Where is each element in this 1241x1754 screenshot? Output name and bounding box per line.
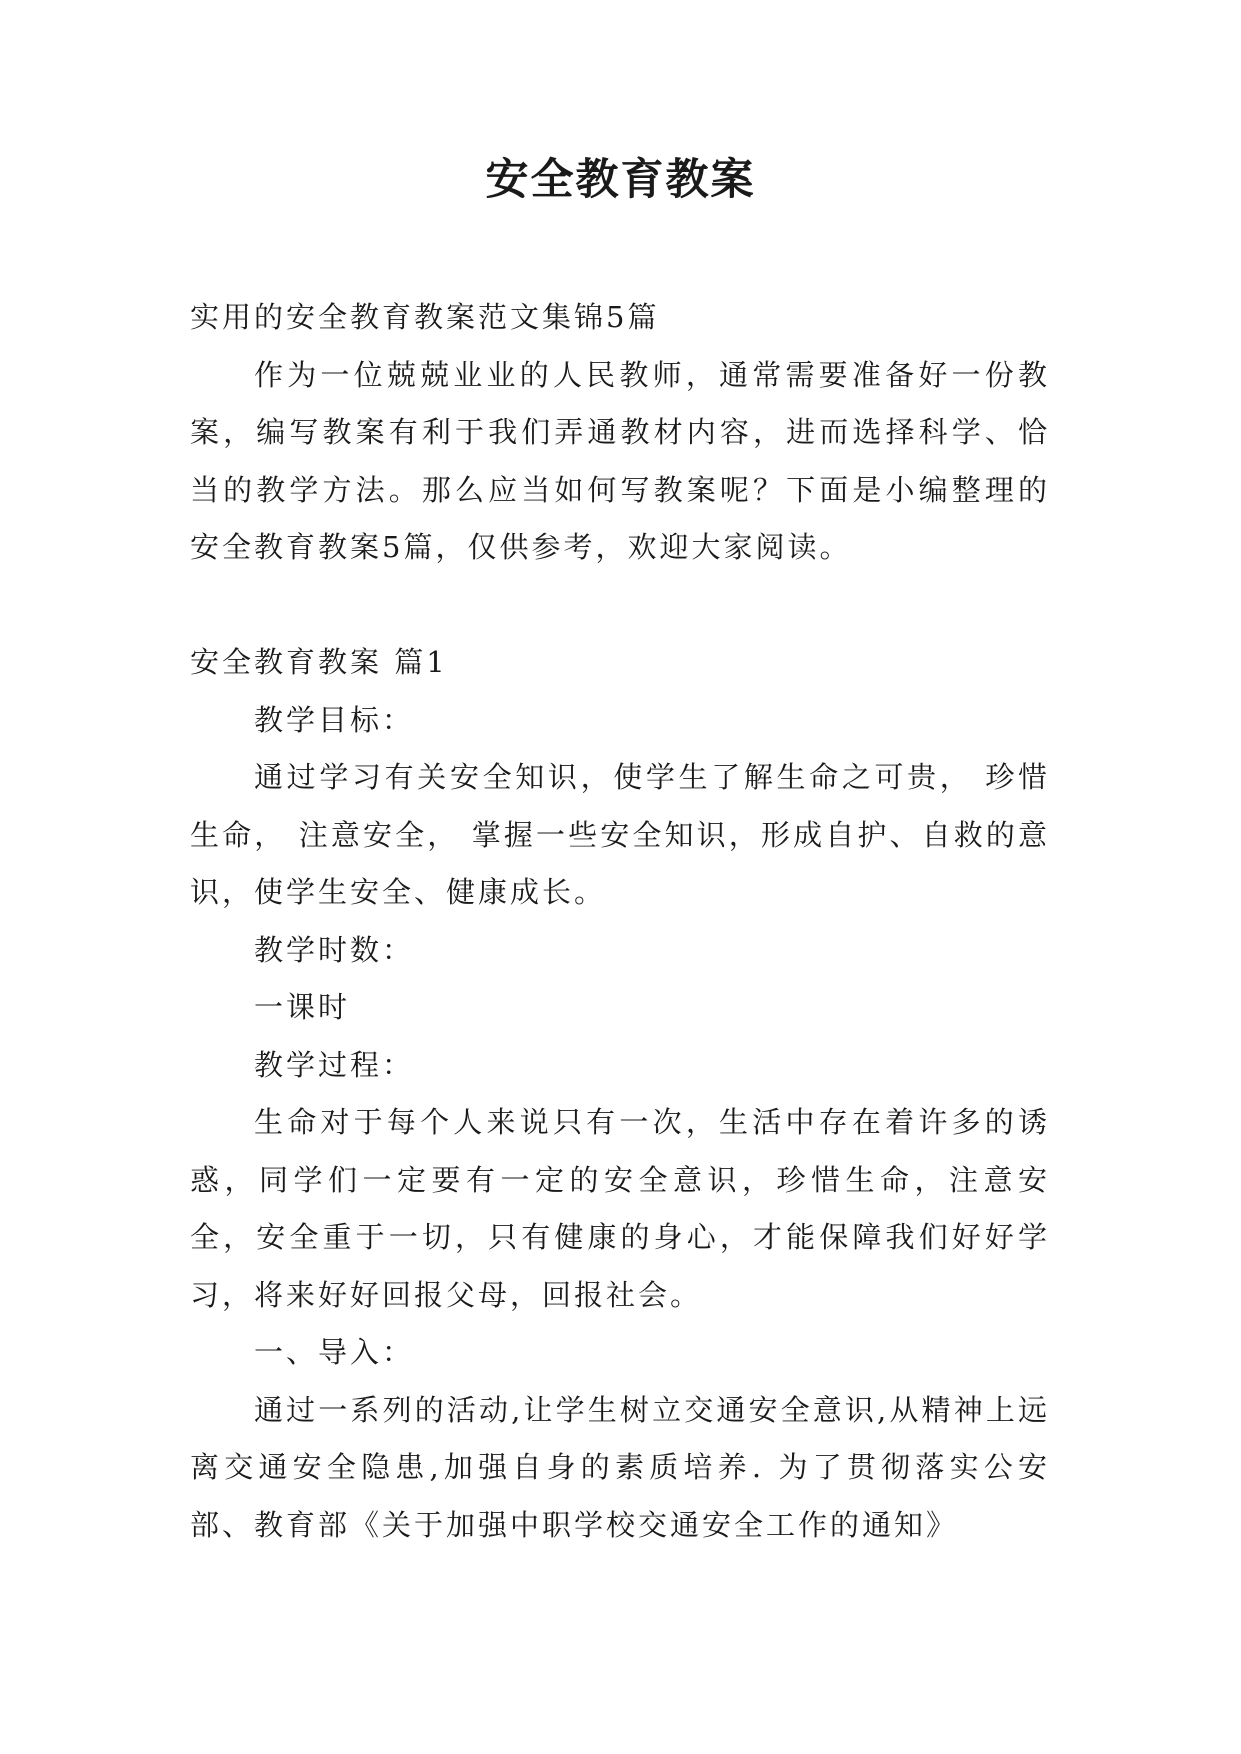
document-subtitle: 实用的安全教育教案范文集锦5篇 (190, 300, 660, 334)
introduction-paragraph: 通过一系列的活动,让学生树立交通安全意识,从精神上远离交通安全隐患,加强自身的素质培养. 为了贯彻落实公安部、教育部《关于加强中职学校交通安全工作的通知》 (190, 1392, 1050, 1542)
paragraph-spacer (190, 577, 1050, 635)
hours-value: 一课时 (254, 990, 351, 1024)
hours-label: 教学时数： (254, 932, 415, 967)
intro-paragraph: 作为一位兢兢业业的人民教师，通常需要准备好一份教案，编写教案有利于我们弄通教材内容，进而选择科学、恰当的教学方法。那么应当如何写教案呢？下面是小编整理的安全教育教案5篇，仅供参考，欢迎大家阅读。 (190, 357, 1050, 564)
introduction-label: 一、导入： (254, 1335, 415, 1369)
document-body (190, 289, 1050, 1554)
objectives-paragraph: 通过学习有关安全知识，使学生了解生命之可贵， 珍惜生命， 注意安全， 掌握一些安全知识，形成自护、自救的意识，使学生安全、健康成长。 (190, 760, 1050, 909)
document-title: 安全教育教案 (485, 155, 756, 205)
section-heading: 安全教育教案 篇1 (190, 645, 448, 679)
process-label: 教学过程： (254, 1047, 415, 1082)
objectives-label: 教学目标： (254, 702, 415, 737)
process-paragraph: 生命对于每个人来说只有一次，生活中存在着许多的诱惑，同学们一定要有一定的安全意识，珍惜生命，注意安全，安全重于一切，只有健康的身心，才能保障我们好好学习，将来好好回报父母，回报社会。 (190, 1105, 1050, 1312)
